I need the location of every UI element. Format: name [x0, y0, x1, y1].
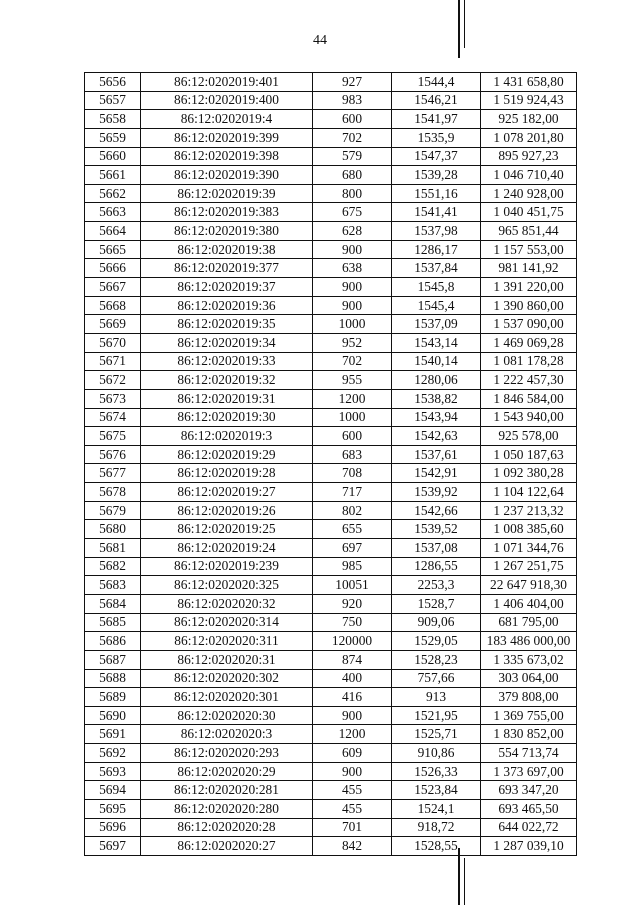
table-row — [85, 91, 577, 110]
cadastral-value-cell: 644 022,72 — [481, 818, 577, 837]
cadastral-number-cell: 86:12:0202020:302 — [141, 669, 313, 688]
area-cell: 900 — [313, 706, 392, 725]
area-cell: 697 — [313, 539, 392, 558]
cadastral-value-cell: 1 519 924,43 — [481, 91, 577, 110]
specific-value-cell: 1542,91 — [392, 464, 481, 483]
cadastral-number-cell: 86:12:0202019:31 — [141, 389, 313, 408]
table-row — [85, 557, 577, 576]
specific-value-cell: 913 — [392, 688, 481, 707]
cadastral-value-cell: 1 543 940,00 — [481, 408, 577, 427]
cadastral-number-cell: 86:12:0202019:30 — [141, 408, 313, 427]
cadastral-value-cell: 1 050 187,63 — [481, 445, 577, 464]
table-row — [85, 632, 577, 651]
specific-value-cell: 1525,71 — [392, 725, 481, 744]
row-number-cell: 5660 — [85, 147, 141, 166]
table-row — [85, 594, 577, 613]
cadastral-number-cell: 86:12:0202020:325 — [141, 576, 313, 595]
cadastral-value-cell: 681 795,00 — [481, 613, 577, 632]
specific-value-cell: 1543,94 — [392, 408, 481, 427]
cadastral-value-cell: 303 064,00 — [481, 669, 577, 688]
cadastral-value-cell: 693 347,20 — [481, 781, 577, 800]
cadastral-value-cell: 1 222 457,30 — [481, 371, 577, 390]
specific-value-cell: 918,72 — [392, 818, 481, 837]
table-row — [85, 166, 577, 185]
table-row — [85, 799, 577, 818]
cadastral-number-cell: 86:12:0202019:28 — [141, 464, 313, 483]
cadastral-value-cell: 981 141,92 — [481, 259, 577, 278]
table-body — [85, 73, 577, 856]
row-number-cell: 5674 — [85, 408, 141, 427]
specific-value-cell: 1546,21 — [392, 91, 481, 110]
area-cell: 708 — [313, 464, 392, 483]
cadastral-number-cell: 86:12:0202019:32 — [141, 371, 313, 390]
area-cell: 952 — [313, 333, 392, 352]
cadastral-value-cell: 1 267 251,75 — [481, 557, 577, 576]
row-number-cell: 5695 — [85, 799, 141, 818]
area-cell: 802 — [313, 501, 392, 520]
area-cell: 400 — [313, 669, 392, 688]
area-cell: 702 — [313, 352, 392, 371]
cadastral-number-cell: 86:12:0202019:4 — [141, 110, 313, 129]
row-number-cell: 5679 — [85, 501, 141, 520]
cadastral-number-cell: 86:12:0202019:398 — [141, 147, 313, 166]
cadastral-value-cell: 1 390 860,00 — [481, 296, 577, 315]
cadastral-number-cell: 86:12:0202019:33 — [141, 352, 313, 371]
row-number-cell: 5696 — [85, 818, 141, 837]
table-row — [85, 539, 577, 558]
cadastral-number-cell: 86:12:0202019:3 — [141, 427, 313, 446]
row-number-cell: 5691 — [85, 725, 141, 744]
table-row — [85, 501, 577, 520]
specific-value-cell: 1521,95 — [392, 706, 481, 725]
cadastral-value-table — [84, 72, 577, 856]
row-number-cell: 5687 — [85, 650, 141, 669]
cadastral-number-cell: 86:12:0202020:31 — [141, 650, 313, 669]
table-row — [85, 483, 577, 502]
table-row — [85, 184, 577, 203]
cadastral-number-cell: 86:12:0202019:24 — [141, 539, 313, 558]
cadastral-number-cell: 86:12:0202019:37 — [141, 278, 313, 297]
cadastral-number-cell: 86:12:0202019:390 — [141, 166, 313, 185]
row-number-cell: 5689 — [85, 688, 141, 707]
area-cell: 655 — [313, 520, 392, 539]
area-cell: 701 — [313, 818, 392, 837]
row-number-cell: 5665 — [85, 240, 141, 259]
area-cell: 579 — [313, 147, 392, 166]
row-number-cell: 5669 — [85, 315, 141, 334]
cadastral-value-cell: 1 391 220,00 — [481, 278, 577, 297]
specific-value-cell: 1524,1 — [392, 799, 481, 818]
cadastral-number-cell: 86:12:0202020:30 — [141, 706, 313, 725]
cadastral-value-cell: 1 078 201,80 — [481, 128, 577, 147]
specific-value-cell: 1537,98 — [392, 222, 481, 241]
specific-value-cell: 1539,28 — [392, 166, 481, 185]
cadastral-number-cell: 86:12:0202020:281 — [141, 781, 313, 800]
row-number-cell: 5667 — [85, 278, 141, 297]
area-cell: 702 — [313, 128, 392, 147]
area-cell: 717 — [313, 483, 392, 502]
row-number-cell: 5670 — [85, 333, 141, 352]
row-number-cell: 5672 — [85, 371, 141, 390]
row-number-cell: 5683 — [85, 576, 141, 595]
table-row — [85, 818, 577, 837]
table-row — [85, 669, 577, 688]
cadastral-number-cell: 86:12:0202020:27 — [141, 837, 313, 856]
specific-value-cell: 757,66 — [392, 669, 481, 688]
cadastral-number-cell: 86:12:0202019:36 — [141, 296, 313, 315]
row-number-cell: 5661 — [85, 166, 141, 185]
table-row — [85, 781, 577, 800]
specific-value-cell: 1280,06 — [392, 371, 481, 390]
area-cell: 927 — [313, 73, 392, 92]
table-row — [85, 128, 577, 147]
cadastral-value-cell: 1 046 710,40 — [481, 166, 577, 185]
cadastral-number-cell: 86:12:0202020:293 — [141, 744, 313, 763]
specific-value-cell: 1542,66 — [392, 501, 481, 520]
table-row — [85, 203, 577, 222]
row-number-cell: 5658 — [85, 110, 141, 129]
cadastral-value-cell: 1 092 380,28 — [481, 464, 577, 483]
area-cell: 416 — [313, 688, 392, 707]
area-cell: 1200 — [313, 389, 392, 408]
row-number-cell: 5676 — [85, 445, 141, 464]
cadastral-number-cell: 86:12:0202019:29 — [141, 445, 313, 464]
area-cell: 455 — [313, 781, 392, 800]
row-number-cell: 5682 — [85, 557, 141, 576]
table-row — [85, 333, 577, 352]
cadastral-number-cell: 86:12:0202020:301 — [141, 688, 313, 707]
area-cell: 900 — [313, 240, 392, 259]
table-row — [85, 296, 577, 315]
row-number-cell: 5659 — [85, 128, 141, 147]
cadastral-value-cell: 925 182,00 — [481, 110, 577, 129]
cadastral-number-cell: 86:12:0202019:38 — [141, 240, 313, 259]
cadastral-value-cell: 1 469 069,28 — [481, 333, 577, 352]
row-number-cell: 5693 — [85, 762, 141, 781]
cadastral-value-cell: 1 335 673,02 — [481, 650, 577, 669]
table-row — [85, 688, 577, 707]
cadastral-number-cell: 86:12:0202020:28 — [141, 818, 313, 837]
row-number-cell: 5668 — [85, 296, 141, 315]
row-number-cell: 5671 — [85, 352, 141, 371]
table-row — [85, 371, 577, 390]
cadastral-value-cell: 22 647 918,30 — [481, 576, 577, 595]
row-number-cell: 5686 — [85, 632, 141, 651]
area-cell: 920 — [313, 594, 392, 613]
cadastral-value-cell: 1 369 755,00 — [481, 706, 577, 725]
row-number-cell: 5684 — [85, 594, 141, 613]
specific-value-cell: 1545,8 — [392, 278, 481, 297]
row-number-cell: 5664 — [85, 222, 141, 241]
cadastral-number-cell: 86:12:0202019:400 — [141, 91, 313, 110]
area-cell: 120000 — [313, 632, 392, 651]
area-cell: 874 — [313, 650, 392, 669]
row-number-cell: 5690 — [85, 706, 141, 725]
specific-value-cell: 1541,97 — [392, 110, 481, 129]
table-row — [85, 837, 577, 856]
cadastral-value-cell: 1 237 213,32 — [481, 501, 577, 520]
cadastral-value-cell: 1 081 178,28 — [481, 352, 577, 371]
cadastral-value-cell: 1 008 385,60 — [481, 520, 577, 539]
table-row — [85, 352, 577, 371]
cadastral-value-cell: 1 104 122,64 — [481, 483, 577, 502]
row-number-cell: 5673 — [85, 389, 141, 408]
specific-value-cell: 1528,7 — [392, 594, 481, 613]
cadastral-number-cell: 86:12:0202019:377 — [141, 259, 313, 278]
cadastral-number-cell: 86:12:0202020:32 — [141, 594, 313, 613]
area-cell: 628 — [313, 222, 392, 241]
area-cell: 900 — [313, 278, 392, 297]
specific-value-cell: 1526,33 — [392, 762, 481, 781]
specific-value-cell: 1537,61 — [392, 445, 481, 464]
page-number: 44 — [313, 33, 327, 48]
specific-value-cell: 1528,55 — [392, 837, 481, 856]
specific-value-cell: 1528,23 — [392, 650, 481, 669]
row-number-cell: 5675 — [85, 427, 141, 446]
table-row — [85, 427, 577, 446]
row-number-cell: 5688 — [85, 669, 141, 688]
specific-value-cell: 1539,52 — [392, 520, 481, 539]
cadastral-value-cell: 693 465,50 — [481, 799, 577, 818]
area-cell: 609 — [313, 744, 392, 763]
row-number-cell: 5694 — [85, 781, 141, 800]
binding-line-bottom-thin — [464, 858, 465, 905]
area-cell: 900 — [313, 296, 392, 315]
row-number-cell: 5662 — [85, 184, 141, 203]
binding-line-top-thin — [464, 0, 465, 48]
cadastral-value-cell: 1 431 658,80 — [481, 73, 577, 92]
area-cell: 455 — [313, 799, 392, 818]
table-row — [85, 613, 577, 632]
cadastral-value-cell: 1 240 928,00 — [481, 184, 577, 203]
specific-value-cell: 1539,92 — [392, 483, 481, 502]
specific-value-cell: 909,06 — [392, 613, 481, 632]
table-row — [85, 650, 577, 669]
specific-value-cell: 1547,37 — [392, 147, 481, 166]
cadastral-value-cell: 554 713,74 — [481, 744, 577, 763]
cadastral-number-cell: 86:12:0202020:3 — [141, 725, 313, 744]
cadastral-value-cell: 1 406 404,00 — [481, 594, 577, 613]
specific-value-cell: 1286,17 — [392, 240, 481, 259]
cadastral-value-cell: 1 157 553,00 — [481, 240, 577, 259]
area-cell: 842 — [313, 837, 392, 856]
row-number-cell: 5692 — [85, 744, 141, 763]
specific-value-cell: 1541,41 — [392, 203, 481, 222]
table-row — [85, 389, 577, 408]
table-row — [85, 520, 577, 539]
area-cell: 680 — [313, 166, 392, 185]
table-row — [85, 706, 577, 725]
cadastral-number-cell: 86:12:0202019:383 — [141, 203, 313, 222]
cadastral-value-cell: 183 486 000,00 — [481, 632, 577, 651]
table-row — [85, 222, 577, 241]
specific-value-cell: 1540,14 — [392, 352, 481, 371]
table-row — [85, 408, 577, 427]
row-number-cell: 5677 — [85, 464, 141, 483]
cadastral-number-cell: 86:12:0202019:27 — [141, 483, 313, 502]
table-row — [85, 240, 577, 259]
cadastral-value-cell: 1 071 344,76 — [481, 539, 577, 558]
specific-value-cell: 1551,16 — [392, 184, 481, 203]
specific-value-cell: 1537,84 — [392, 259, 481, 278]
specific-value-cell: 1544,4 — [392, 73, 481, 92]
specific-value-cell: 1545,4 — [392, 296, 481, 315]
area-cell: 600 — [313, 427, 392, 446]
table-row — [85, 445, 577, 464]
row-number-cell: 5681 — [85, 539, 141, 558]
cadastral-value-cell: 1 846 584,00 — [481, 389, 577, 408]
area-cell: 985 — [313, 557, 392, 576]
table-row — [85, 576, 577, 595]
cadastral-value-cell: 1 373 697,00 — [481, 762, 577, 781]
cadastral-number-cell: 86:12:0202019:35 — [141, 315, 313, 334]
cadastral-number-cell: 86:12:0202019:39 — [141, 184, 313, 203]
area-cell: 600 — [313, 110, 392, 129]
table-row — [85, 762, 577, 781]
row-number-cell: 5685 — [85, 613, 141, 632]
specific-value-cell: 1535,9 — [392, 128, 481, 147]
binding-line-bottom-thick — [458, 848, 460, 905]
row-number-cell: 5656 — [85, 73, 141, 92]
table-row — [85, 259, 577, 278]
area-cell: 675 — [313, 203, 392, 222]
row-number-cell: 5678 — [85, 483, 141, 502]
table-row — [85, 278, 577, 297]
cadastral-number-cell: 86:12:0202020:311 — [141, 632, 313, 651]
row-number-cell: 5666 — [85, 259, 141, 278]
area-cell: 683 — [313, 445, 392, 464]
cadastral-value-cell: 965 851,44 — [481, 222, 577, 241]
table-row — [85, 725, 577, 744]
area-cell: 800 — [313, 184, 392, 203]
specific-value-cell: 910,86 — [392, 744, 481, 763]
cadastral-number-cell: 86:12:0202019:34 — [141, 333, 313, 352]
cadastral-number-cell: 86:12:0202019:25 — [141, 520, 313, 539]
specific-value-cell: 1286,55 — [392, 557, 481, 576]
table-row — [85, 73, 577, 92]
table-row — [85, 110, 577, 129]
cadastral-number-cell: 86:12:0202019:239 — [141, 557, 313, 576]
area-cell: 1000 — [313, 408, 392, 427]
cadastral-number-cell: 86:12:0202019:26 — [141, 501, 313, 520]
table-row — [85, 744, 577, 763]
specific-value-cell: 1538,82 — [392, 389, 481, 408]
area-cell: 1000 — [313, 315, 392, 334]
row-number-cell: 5663 — [85, 203, 141, 222]
area-cell: 750 — [313, 613, 392, 632]
row-number-cell: 5697 — [85, 837, 141, 856]
area-cell: 1200 — [313, 725, 392, 744]
cadastral-number-cell: 86:12:0202020:314 — [141, 613, 313, 632]
cadastral-value-cell: 1 287 039,10 — [481, 837, 577, 856]
row-number-cell: 5680 — [85, 520, 141, 539]
area-cell: 10051 — [313, 576, 392, 595]
table-row — [85, 464, 577, 483]
area-cell: 900 — [313, 762, 392, 781]
cadastral-number-cell: 86:12:0202020:280 — [141, 799, 313, 818]
cadastral-value-cell: 925 578,00 — [481, 427, 577, 446]
area-cell: 955 — [313, 371, 392, 390]
specific-value-cell: 1537,09 — [392, 315, 481, 334]
cadastral-value-cell: 379 808,00 — [481, 688, 577, 707]
specific-value-cell: 1529,05 — [392, 632, 481, 651]
cadastral-number-cell: 86:12:0202019:380 — [141, 222, 313, 241]
specific-value-cell: 1537,08 — [392, 539, 481, 558]
specific-value-cell: 1542,63 — [392, 427, 481, 446]
table-row — [85, 315, 577, 334]
row-number-cell: 5657 — [85, 91, 141, 110]
cadastral-number-cell: 86:12:0202019:401 — [141, 73, 313, 92]
specific-value-cell: 2253,3 — [392, 576, 481, 595]
table-row — [85, 147, 577, 166]
cadastral-value-cell: 1 830 852,00 — [481, 725, 577, 744]
specific-value-cell: 1543,14 — [392, 333, 481, 352]
cadastral-value-cell: 1 040 451,75 — [481, 203, 577, 222]
cadastral-value-cell: 895 927,23 — [481, 147, 577, 166]
specific-value-cell: 1523,84 — [392, 781, 481, 800]
area-cell: 638 — [313, 259, 392, 278]
cadastral-number-cell: 86:12:0202020:29 — [141, 762, 313, 781]
cadastral-number-cell: 86:12:0202019:399 — [141, 128, 313, 147]
binding-line-top-thick — [458, 0, 460, 58]
area-cell: 983 — [313, 91, 392, 110]
cadastral-value-cell: 1 537 090,00 — [481, 315, 577, 334]
